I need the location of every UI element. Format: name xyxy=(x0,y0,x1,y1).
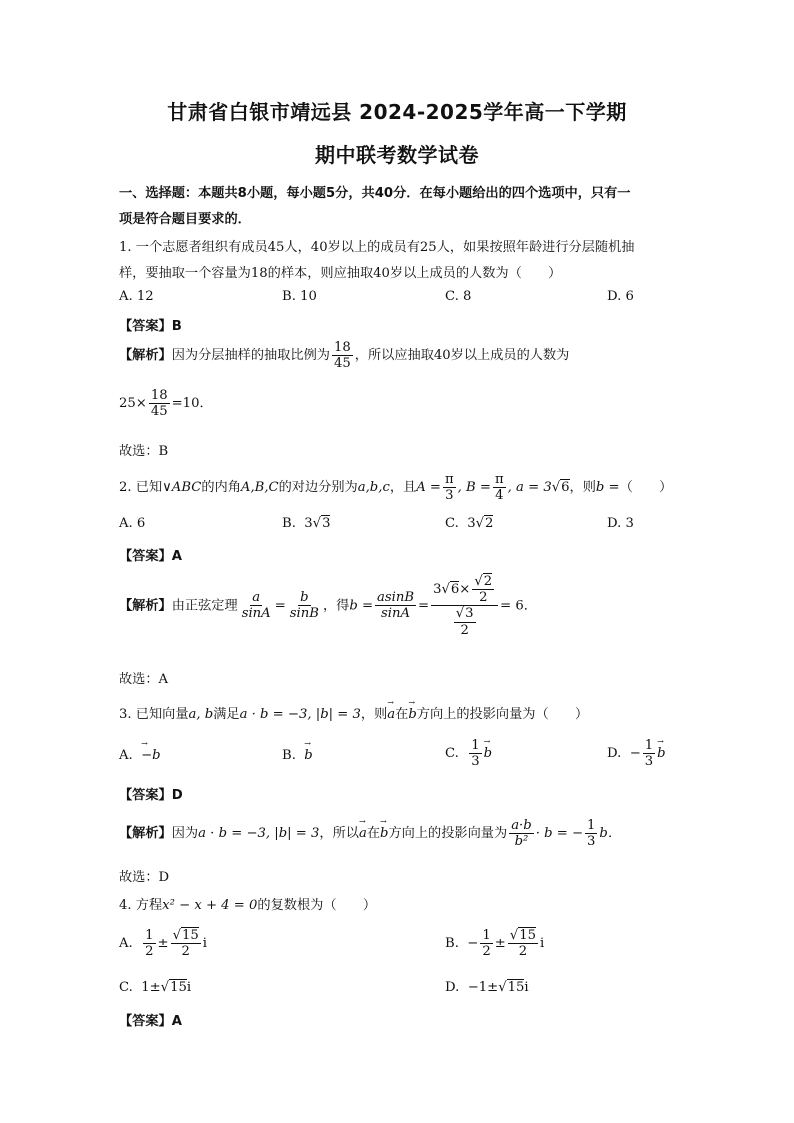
q2-root3-den: 2 xyxy=(460,622,469,638)
q2-option-b-coef: 3 xyxy=(304,516,313,531)
q3-vector-a: → a xyxy=(387,707,395,722)
q4-option-a xyxy=(119,928,207,959)
q1-calculation xyxy=(119,388,213,419)
q2-frac-b-num: b xyxy=(300,590,309,606)
q3-stem-a: 3. 已知向量 xyxy=(119,707,189,722)
q2-big-den xyxy=(450,606,480,637)
q2-frac-b-den: sinB xyxy=(289,606,319,622)
q4-option-a-root15: 15 xyxy=(181,928,199,943)
q2-big-fraction xyxy=(431,574,498,638)
q3-analysis-label: 【解析】 xyxy=(119,826,172,842)
q3-stem-d: 在 xyxy=(395,707,409,722)
q2-stem-e: ，则 xyxy=(569,480,596,496)
q4-option-a-label: A. xyxy=(119,936,133,952)
q1-ratio-fraction xyxy=(332,340,353,371)
q3-stem-b: 满足 xyxy=(213,707,240,722)
q3-option-d-den: 3 xyxy=(644,754,654,770)
q3-projection-num: a·b xyxy=(511,818,532,833)
q4-option-b-sign: − xyxy=(467,936,479,952)
q3-analysis-text-1: 因为 xyxy=(171,826,199,842)
q3-option-c-vector: → b xyxy=(484,746,492,761)
q2-choose: 故选：A xyxy=(119,672,169,687)
q3-answer: 【答案】D xyxy=(119,788,183,803)
q4-option-d-root15: 15 xyxy=(507,980,525,995)
q1-analysis-label: 【解析】 xyxy=(119,348,172,364)
q4-option-b-root-den: 2 xyxy=(518,944,528,960)
q2-frac-c-den: sinA xyxy=(381,606,411,622)
q4-option-b-i: i xyxy=(539,936,545,952)
q2-root3-over-2 xyxy=(454,606,476,637)
q3-option-d-sign: − xyxy=(629,746,641,762)
q2-angles: A,B,C xyxy=(240,480,279,496)
q2-option-c-label: C. xyxy=(445,516,459,531)
q3-projection-third-den: 3 xyxy=(587,834,596,850)
q2-cond-a-num: π xyxy=(444,472,454,487)
q4-option-d-value: −1± xyxy=(467,980,499,995)
q3-analysis-text-2: ，所以 xyxy=(319,826,359,842)
q3-option-c-label: C. xyxy=(445,746,459,762)
q4-option-a-root-den: 2 xyxy=(181,944,190,960)
q2-stem xyxy=(119,472,672,503)
q4-stem xyxy=(119,894,376,913)
q2-eq-sign: = xyxy=(274,598,286,614)
q2-stem-d: ，且 xyxy=(389,480,417,496)
q3-projection-tail: · b = − xyxy=(535,826,583,842)
q3-projection-end: b． xyxy=(599,826,622,842)
q3-option-d-fraction xyxy=(643,738,655,769)
q4-option-c-value: 1± xyxy=(141,980,161,995)
q1-answer: 【答案】B xyxy=(119,319,182,334)
q2-frac-b xyxy=(288,590,321,621)
q3-projection-third-num: 1 xyxy=(587,818,596,833)
q1-analysis-text-1: 因为分层抽样的抽取比例为 xyxy=(171,348,330,364)
q2-option-b-root: 3 xyxy=(322,516,331,531)
q2-root3: 3 xyxy=(465,606,474,622)
q2-option-b xyxy=(282,516,330,531)
q3-option-b xyxy=(282,748,313,763)
q2-frac-a-den: sinA xyxy=(241,606,271,622)
q4-option-b-root15: 15 xyxy=(519,928,536,943)
q1-calc-right: =10． xyxy=(171,396,213,412)
q3-projection-fraction xyxy=(509,818,534,849)
q2-cond-b-den: 4 xyxy=(495,488,504,504)
q4-stem-b: 的复数根为（ ） xyxy=(257,898,377,913)
q3-projection-third xyxy=(585,818,597,849)
q3-vectors: a, b xyxy=(188,707,214,722)
q2-cond-b-num: π xyxy=(494,472,504,487)
q2-option-c xyxy=(445,516,493,531)
q4-option-b-half-den: 2 xyxy=(482,944,491,960)
q2-analysis-text-1: 由正弦定理 xyxy=(171,598,238,614)
q4-option-b-label: B. xyxy=(445,936,459,952)
q2-frac-c xyxy=(375,590,416,621)
q4-answer: 【答案】A xyxy=(119,1014,182,1029)
q1-calc-den: 45 xyxy=(150,404,168,420)
q1-calc-num: 18 xyxy=(150,388,168,403)
q2-frac-c-num: asinB xyxy=(377,590,415,606)
title-line-2: 期中联考数学试卷 xyxy=(315,143,479,167)
q1-calc-left: 25× xyxy=(119,396,147,412)
q2-stem-a: 2. 已知 xyxy=(119,480,163,496)
q1-option-b: B. 10 xyxy=(282,289,317,304)
q3-condition: a · b = −3, |b| = 3 xyxy=(239,707,361,722)
q4-option-a-root xyxy=(171,928,201,959)
title-line-1: 甘肃省白银市靖远县 2024-2025学年高一下学期 xyxy=(167,100,627,124)
q2-b-eq: b = xyxy=(595,480,620,496)
q1-option-c: C. 8 xyxy=(445,289,472,304)
q1-calc-fraction xyxy=(149,388,170,419)
q2-frac-a xyxy=(240,590,273,621)
q3-option-b-value: → b xyxy=(304,748,312,763)
q1-ratio-den: 45 xyxy=(334,356,351,372)
q4-option-a-half-den: 2 xyxy=(145,944,154,960)
q4-option-b-root-num: √15 xyxy=(509,928,536,943)
q3-analysis-vec-b: → b xyxy=(380,826,388,841)
q2-option-a: A. 6 xyxy=(119,516,146,531)
q1-option-a: A. 12 xyxy=(119,289,154,304)
q2-cond-b-fraction xyxy=(493,472,506,503)
q2-frac-a-num: a xyxy=(252,590,261,606)
q3-choose: 故选：D xyxy=(119,870,170,885)
q2-root2-den: 2 xyxy=(479,590,488,606)
q2-root3-num: √3 xyxy=(455,606,474,622)
q2-analysis-text-2: ，得 xyxy=(322,598,350,614)
q2-analysis-label: 【解析】 xyxy=(119,598,172,614)
q3-analysis-condition: a · b = −3, |b| = 3 xyxy=(198,826,320,842)
q2-option-c-root: 2 xyxy=(485,516,494,531)
q2-cond-a-fraction xyxy=(443,472,456,503)
q2-option-b-label: B. xyxy=(282,516,296,531)
q2-analysis xyxy=(119,574,537,638)
q4-option-d-label: D. xyxy=(445,980,460,995)
q2-big-num-b: 6 xyxy=(450,582,460,598)
q2-option-b-sqrt-sign: √ xyxy=(312,516,322,531)
q2-times: × xyxy=(459,582,471,598)
q3-analysis-text-4: 方向上的投影向量为 xyxy=(388,826,508,842)
q1-option-d: D. 6 xyxy=(607,289,634,304)
q2-paren: （ ） xyxy=(619,480,673,496)
q2-sqrt-six: 6 xyxy=(561,480,570,496)
q1-stem-1: 1. 一个志愿者组织有成员45人，40岁以上的成员有25人，如果按照年龄进行分层随机抽 xyxy=(119,240,635,255)
q2-sqrt-sign: √ xyxy=(551,480,561,496)
q2-option-d: D. 3 xyxy=(607,516,634,531)
q4-option-b-pm: ± xyxy=(494,936,506,952)
q2-sides: a,b,c xyxy=(357,480,390,496)
q4-option-b-root xyxy=(508,928,538,959)
q4-option-c: C. 1±√15i xyxy=(119,980,192,995)
section-heading-cont: 项是符合题目要求的． xyxy=(119,212,251,227)
q2-result: = 6． xyxy=(500,598,537,614)
q4-equation: x² − x + 4 = 0 xyxy=(162,898,258,913)
q4-option-a-half-num: 1 xyxy=(145,928,154,943)
q3-stem-c: ，则 xyxy=(360,707,388,722)
q2-eq-sign-2: = xyxy=(418,598,430,614)
q4-option-d: D. −1±√15i xyxy=(445,980,529,995)
q2-b-eq-2: b = xyxy=(349,598,373,614)
q4-option-b-half xyxy=(480,928,492,959)
q3-option-c-num: 1 xyxy=(471,738,480,753)
q4-option-a-pm: ± xyxy=(157,936,169,952)
q4-option-b xyxy=(445,928,544,959)
q3-option-b-label: B. xyxy=(282,748,296,763)
q2-root2: 2 xyxy=(483,574,493,589)
q1-choose: 故选：B xyxy=(119,444,169,459)
q2-cond-a: A = xyxy=(416,480,441,496)
q4-option-d-i: i xyxy=(524,980,529,995)
q2-root2-num: √2 xyxy=(474,574,493,589)
q4-option-a-half xyxy=(143,928,155,959)
q2-cond-b: , B = xyxy=(457,480,491,496)
q2-big-num-a: 3 xyxy=(433,582,442,598)
q2-triangle: ∨ABC xyxy=(162,480,202,496)
q3-option-d-vector: → b xyxy=(657,746,665,761)
q1-ratio-num: 18 xyxy=(334,340,351,355)
q4-option-c-label: C. xyxy=(119,980,133,995)
section-heading: 一、选择题：本题共8小题，每小题5分，共40分．在每小题给出的四个选项中，只有一 xyxy=(119,186,631,201)
q3-analysis xyxy=(119,818,621,849)
q4-option-c-root15: 15 xyxy=(170,980,187,995)
q3-option-c-den: 3 xyxy=(471,754,480,770)
q3-option-a xyxy=(119,748,161,763)
q2-option-c-coef: 3 xyxy=(467,516,476,531)
q3-vector-b: → b xyxy=(408,707,416,722)
q3-stem-e: 方向上的投影向量为（ ） xyxy=(416,707,589,722)
q2-cond-c: , a = 3 xyxy=(507,480,552,496)
q3-option-c-fraction xyxy=(469,738,481,769)
q2-root2-over-2 xyxy=(472,574,494,605)
q3-projection-den: b² xyxy=(514,834,529,850)
q1-analysis-text-2: ，所以应抽取40岁以上成员的人数为 xyxy=(354,348,570,364)
q4-stem-a: 4. 方程 xyxy=(119,898,163,913)
q3-option-a-label: A. xyxy=(119,748,133,763)
q1-stem-2: 样，要抽取一个容量为18的样本，则应抽取40岁以上成员的人数为（ ） xyxy=(119,266,562,281)
q2-cond-a-den: 3 xyxy=(445,488,454,504)
q3-option-d-num: 1 xyxy=(644,738,654,753)
q4-option-a-i: i xyxy=(202,936,207,952)
q2-answer: 【答案】A xyxy=(119,549,182,564)
q1-analysis xyxy=(119,340,569,371)
q3-option-c xyxy=(445,738,492,769)
q3-analysis-text-3: 在 xyxy=(366,826,381,842)
q2-option-c-sqrt-sign: √ xyxy=(475,516,484,531)
q4-option-a-root-num: √15 xyxy=(172,928,199,943)
q4-option-c-i: i xyxy=(186,980,192,995)
q3-analysis-vec-a: → a xyxy=(359,826,367,841)
q2-big-num: 3√6× $\frac{√2}{2}$ xyxy=(431,574,498,606)
q3-stem xyxy=(119,703,588,722)
q3-option-d xyxy=(607,738,666,769)
q3-option-d-label: D. xyxy=(607,746,622,762)
q2-stem-b: 的内角 xyxy=(201,480,241,496)
q2-stem-c: 的对边分别为 xyxy=(278,480,358,496)
q4-option-b-half-num: 1 xyxy=(482,928,491,943)
q3-option-a-value: → −b xyxy=(141,748,161,763)
